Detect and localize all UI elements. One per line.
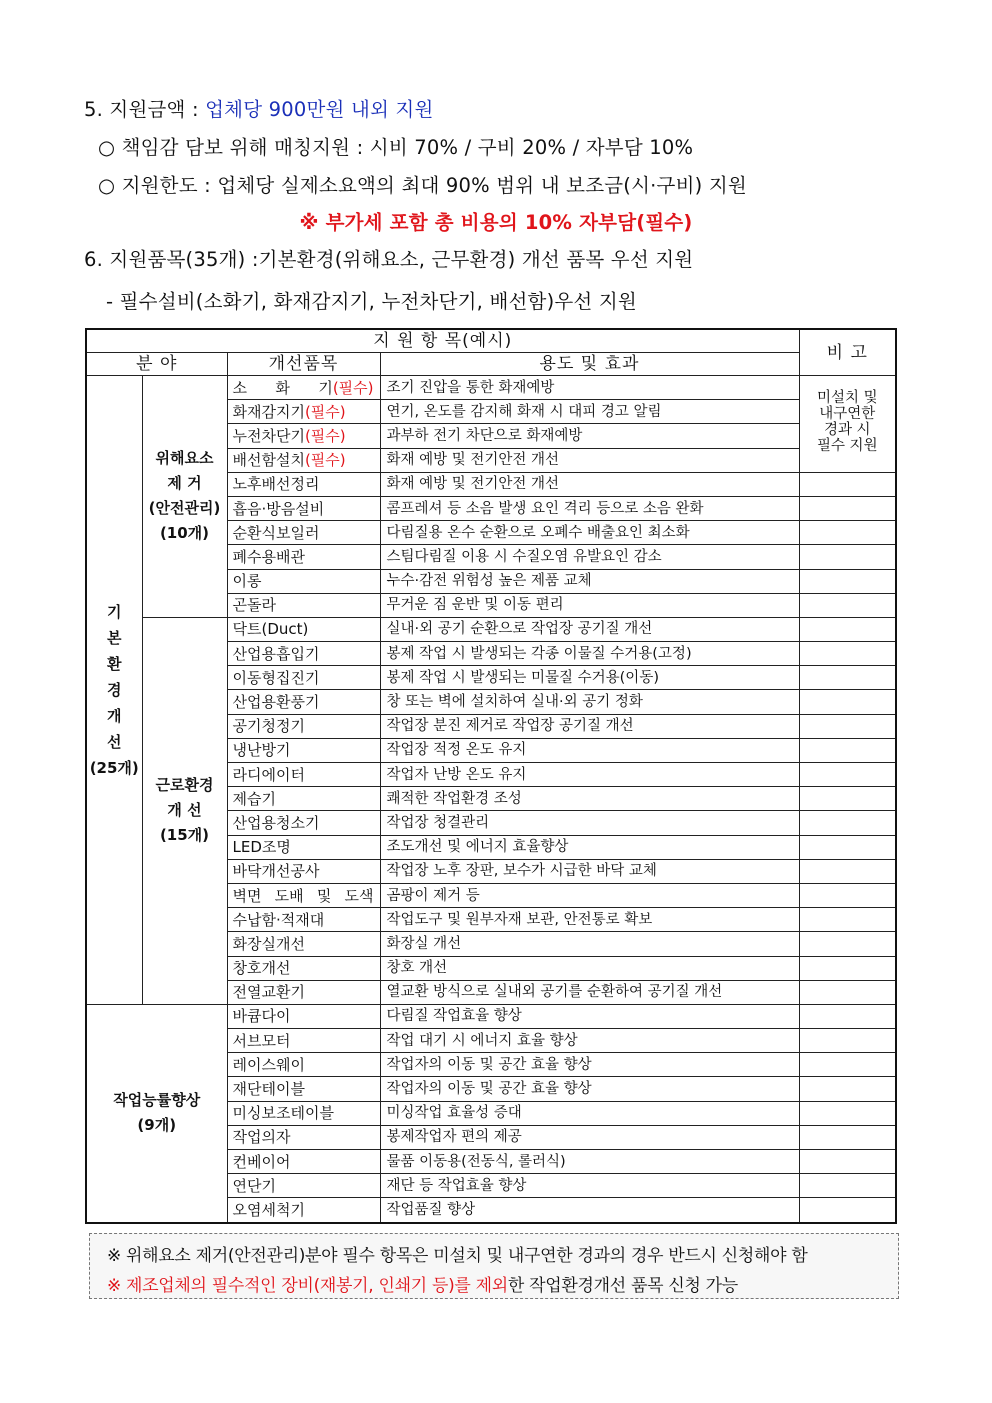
support-amount: 업체당 900만원 내외 지원 — [205, 98, 434, 121]
remark-cell — [799, 545, 896, 569]
item-name — [227, 642, 380, 666]
item-name-text: 누전차단기 — [232, 426, 305, 445]
item-name — [227, 787, 380, 811]
remark-cell — [799, 1125, 896, 1149]
remark-cell — [799, 666, 896, 690]
item-name-text: 산업용흡입기 — [232, 644, 320, 663]
item-use: 작업장 청결관리 — [380, 811, 799, 835]
item-name — [227, 859, 380, 883]
basic-environment-label: 기 본 환 경 개 선 (25개) — [86, 376, 142, 1005]
item-name — [227, 738, 380, 762]
remark-cell — [799, 980, 896, 1004]
item-name-text: 레이스웨이 — [232, 1055, 305, 1074]
item-name — [227, 593, 380, 617]
remark-cell — [799, 1198, 896, 1223]
item-use: 작업장 분진 제거로 작업장 공기질 개선 — [380, 714, 799, 738]
item-name-text: 산업용환풍기 — [232, 693, 320, 712]
footer-note-2-red: ※ 제조업체의 필수적인 장비(재봉기, 인쇄기 등)를 제외 — [107, 1276, 508, 1296]
item-name — [227, 617, 380, 641]
vat-notice: ※ 부가세 포함 총 비용의 10% 자부담(필수) — [299, 211, 693, 234]
item-name-text: 라디에이터 — [232, 765, 305, 784]
table-row — [86, 617, 896, 641]
item-name — [227, 666, 380, 690]
item-use: 쾌적한 작업환경 조성 — [380, 787, 799, 811]
item-name-text: 공기청정기 — [232, 717, 305, 736]
item-use: 조기 진압을 통한 화재예방 — [380, 376, 799, 400]
work-environment-label: 근로환경 개 선 (15개) — [142, 617, 227, 1004]
section5-heading-text: 5. 지원금액 : — [84, 98, 199, 121]
support-items-table — [85, 328, 897, 1224]
item-name-text: 바닥개선공사 — [232, 862, 320, 881]
item-use: 실내·외 공기 순환으로 작업장 공기질 개선 — [380, 617, 799, 641]
item-use: 작업품질 향상 — [380, 1198, 799, 1223]
remark-cell — [799, 883, 896, 907]
item-name — [227, 1150, 380, 1174]
item-name — [227, 763, 380, 787]
use-header: 용도 및 효과 — [380, 353, 799, 376]
item-name-text: 순환식보일러 — [232, 523, 320, 542]
item-use: 연기, 온도를 감지해 화재 시 대피 경고 알림 — [380, 400, 799, 424]
item-name — [227, 569, 380, 593]
item-name-text: 수납함·적재대 — [232, 910, 325, 929]
remark-cell — [799, 642, 896, 666]
remark-cell — [799, 835, 896, 859]
item-name — [227, 1077, 380, 1101]
footer-note-2-rest: 한 작업환경개선 품목 신청 가능 — [507, 1276, 738, 1296]
item-name — [227, 956, 380, 980]
section5-heading — [84, 94, 434, 122]
item-use: 화재 예방 및 전기안전 개선 — [380, 448, 799, 472]
item-use: 미싱작업 효율성 증대 — [380, 1101, 799, 1125]
item-name-text: 소 화 기 — [232, 378, 333, 397]
item-name-text: 산업용청소기 — [232, 813, 320, 832]
remark-cell — [799, 1053, 896, 1077]
item-name — [227, 811, 380, 835]
item-use: 작업자의 이동 및 공간 효율 향상 — [380, 1053, 799, 1077]
item-use: 재단 등 작업효율 향상 — [380, 1174, 799, 1198]
item-use: 화장실 개선 — [380, 932, 799, 956]
item-name-text: 냉난방기 — [232, 741, 291, 760]
remark-cell — [799, 593, 896, 617]
required-tag: (필수) — [332, 378, 374, 397]
item-use: 작업 대기 시 에너지 효율 향상 — [380, 1029, 799, 1053]
item-use: 작업도구 및 원부자재 보관, 안전통로 확보 — [380, 908, 799, 932]
remark-header: 비 고 — [799, 329, 896, 376]
item-header: 개선품목 — [227, 353, 380, 376]
item-name — [227, 1004, 380, 1028]
item-use: 다림질용 온수 순환으로 오폐수 배출요인 최소화 — [380, 521, 799, 545]
item-name-text: 닥트(Duct) — [232, 620, 309, 639]
item-name — [227, 835, 380, 859]
item-name-text: 오염세척기 — [232, 1200, 305, 1219]
section6-subheading: - 필수설비(소화기, 화재감지기, 누전차단기, 배선함)우선 지원 — [106, 290, 637, 313]
item-name — [227, 1125, 380, 1149]
remark-cell — [799, 690, 896, 714]
item-name-text: 화장실개선 — [232, 934, 305, 953]
item-name-text: 이롱 — [232, 572, 262, 591]
remark-cell — [799, 956, 896, 980]
remark-cell — [799, 472, 896, 496]
item-name-text: 노후배선정리 — [232, 475, 320, 494]
remark-cell — [799, 932, 896, 956]
remark-cell — [799, 859, 896, 883]
remark-cell — [799, 521, 896, 545]
item-name-text: 창호개선 — [232, 959, 291, 978]
section6-heading: 6. 지원품목(35개) :기본환경(위해요소, 근무환경) 개선 품목 우선 지원 — [84, 248, 694, 271]
remark-cell — [799, 1174, 896, 1198]
item-use: 곰팡이 제거 등 — [380, 883, 799, 907]
item-name — [227, 714, 380, 738]
item-use: 물품 이동용(전동식, 롤러식) — [380, 1150, 799, 1174]
item-name — [227, 1174, 380, 1198]
productivity-label: 작업능률향상 (9개) — [86, 1004, 227, 1222]
item-name — [227, 932, 380, 956]
item-name — [227, 545, 380, 569]
remark-cell — [799, 496, 896, 520]
item-name — [227, 980, 380, 1004]
remark-cell — [799, 1101, 896, 1125]
item-name — [227, 1101, 380, 1125]
item-use: 작업자의 이동 및 공간 효율 향상 — [380, 1077, 799, 1101]
item-use: 누수·감전 위험성 높은 제품 교체 — [380, 569, 799, 593]
item-use: 작업자 난방 온도 유지 — [380, 763, 799, 787]
item-name-text: 미싱보조테이블 — [232, 1104, 334, 1123]
item-name-text: LED조명 — [232, 838, 291, 857]
footer-note-1: ※ 위해요소 제거(안전관리)분야 필수 항목은 미설치 및 내구연한 경과의 경우 반드시 신청해야 함 — [107, 1246, 808, 1266]
remark-cell — [799, 1004, 896, 1028]
item-name-text: 연단기 — [232, 1176, 276, 1195]
item-name — [227, 908, 380, 932]
remark-cell — [799, 1029, 896, 1053]
matching-bullet: ○ 책임감 담보 위해 매칭지원 : 시비 70% / 구비 20% / 자부담 10% — [98, 136, 694, 159]
hazard-removal-label: 위해요소 제 거 (안전관리) (10개) — [142, 376, 227, 618]
item-use: 봉제 작업 시 발생되는 각종 이물질 수거용(고정) — [380, 642, 799, 666]
required-tag: (필수) — [304, 451, 346, 470]
item-name — [227, 1053, 380, 1077]
item-name — [227, 472, 380, 496]
item-use: 콤프레셔 등 소음 발생 요인 격리 등으로 소음 완화 — [380, 496, 799, 520]
item-name-text: 전열교환기 — [232, 983, 305, 1002]
item-name-text: 이동형집진기 — [232, 668, 320, 687]
remark-required-support: 미설치 및 내구연한 경과 시 필수 지원 — [799, 376, 896, 473]
remark-cell — [799, 908, 896, 932]
item-name — [227, 690, 380, 714]
item-use: 무거운 짐 운반 및 이동 편리 — [380, 593, 799, 617]
required-tag: (필수) — [304, 402, 346, 421]
table-title-header: 지 원 항 목(예시) — [86, 329, 799, 353]
item-name-text: 컨베이어 — [232, 1152, 291, 1171]
item-name — [227, 883, 380, 907]
remark-cell — [799, 811, 896, 835]
remark-cell — [799, 1077, 896, 1101]
item-name — [227, 400, 380, 424]
item-name — [227, 424, 380, 448]
remark-cell — [799, 1150, 896, 1174]
item-use: 화재 예방 및 전기안전 개선 — [380, 472, 799, 496]
item-name-text: 흡음·방음설비 — [232, 499, 325, 518]
remark-cell — [799, 569, 896, 593]
item-name-text: 벽면 도배 및 도색 — [232, 886, 374, 905]
item-use: 창호 개선 — [380, 956, 799, 980]
remark-cell — [799, 763, 896, 787]
item-name-text: 곤돌라 — [232, 596, 276, 615]
item-use: 작업장 노후 장판, 보수가 시급한 바닥 교체 — [380, 859, 799, 883]
remark-cell — [799, 714, 896, 738]
item-name — [227, 496, 380, 520]
item-name-text: 배선함설치 — [232, 451, 305, 470]
remark-cell — [799, 787, 896, 811]
item-use: 봉제작업자 편의 제공 — [380, 1125, 799, 1149]
item-name-text: 서브모터 — [232, 1031, 291, 1050]
item-name — [227, 1029, 380, 1053]
item-use: 작업장 적정 온도 유지 — [380, 738, 799, 762]
item-use: 스팀다림질 이용 시 수질오염 유발요인 감소 — [380, 545, 799, 569]
item-name-text: 화재감지기 — [232, 402, 305, 421]
item-name — [227, 1198, 380, 1223]
item-name — [227, 376, 380, 400]
item-name — [227, 521, 380, 545]
footer-note-2 — [107, 1271, 738, 1296]
item-use: 열교환 방식으로 실내외 공기를 순환하여 공기질 개선 — [380, 980, 799, 1004]
remark-cell — [799, 738, 896, 762]
item-name-text: 재단테이블 — [232, 1080, 305, 1099]
footer-notes — [89, 1233, 899, 1299]
field-header: 분 야 — [86, 353, 227, 376]
item-name — [227, 448, 380, 472]
table-row — [86, 376, 896, 400]
item-name-text: 제습기 — [232, 789, 276, 808]
limit-bullet: ○ 지원한도 : 업체당 실제소요액의 최대 90% 범위 내 보조금(시·구비) 지원 — [98, 174, 747, 197]
item-name-text: 작업의자 — [232, 1128, 291, 1147]
item-use: 조도개선 및 에너지 효율향상 — [380, 835, 799, 859]
table-row — [86, 1004, 896, 1028]
required-tag: (필수) — [304, 426, 346, 445]
remark-cell — [799, 617, 896, 641]
item-use: 과부하 전기 차단으로 화재예방 — [380, 424, 799, 448]
item-name-text: 폐수용배관 — [232, 547, 305, 566]
item-use: 봉제 작업 시 발생되는 미물질 수거용(이동) — [380, 666, 799, 690]
item-use: 다림질 작업효율 향상 — [380, 1004, 799, 1028]
item-name-text: 바큠다이 — [232, 1007, 291, 1026]
item-use: 창 또는 벽에 설치하여 실내·외 공기 정화 — [380, 690, 799, 714]
